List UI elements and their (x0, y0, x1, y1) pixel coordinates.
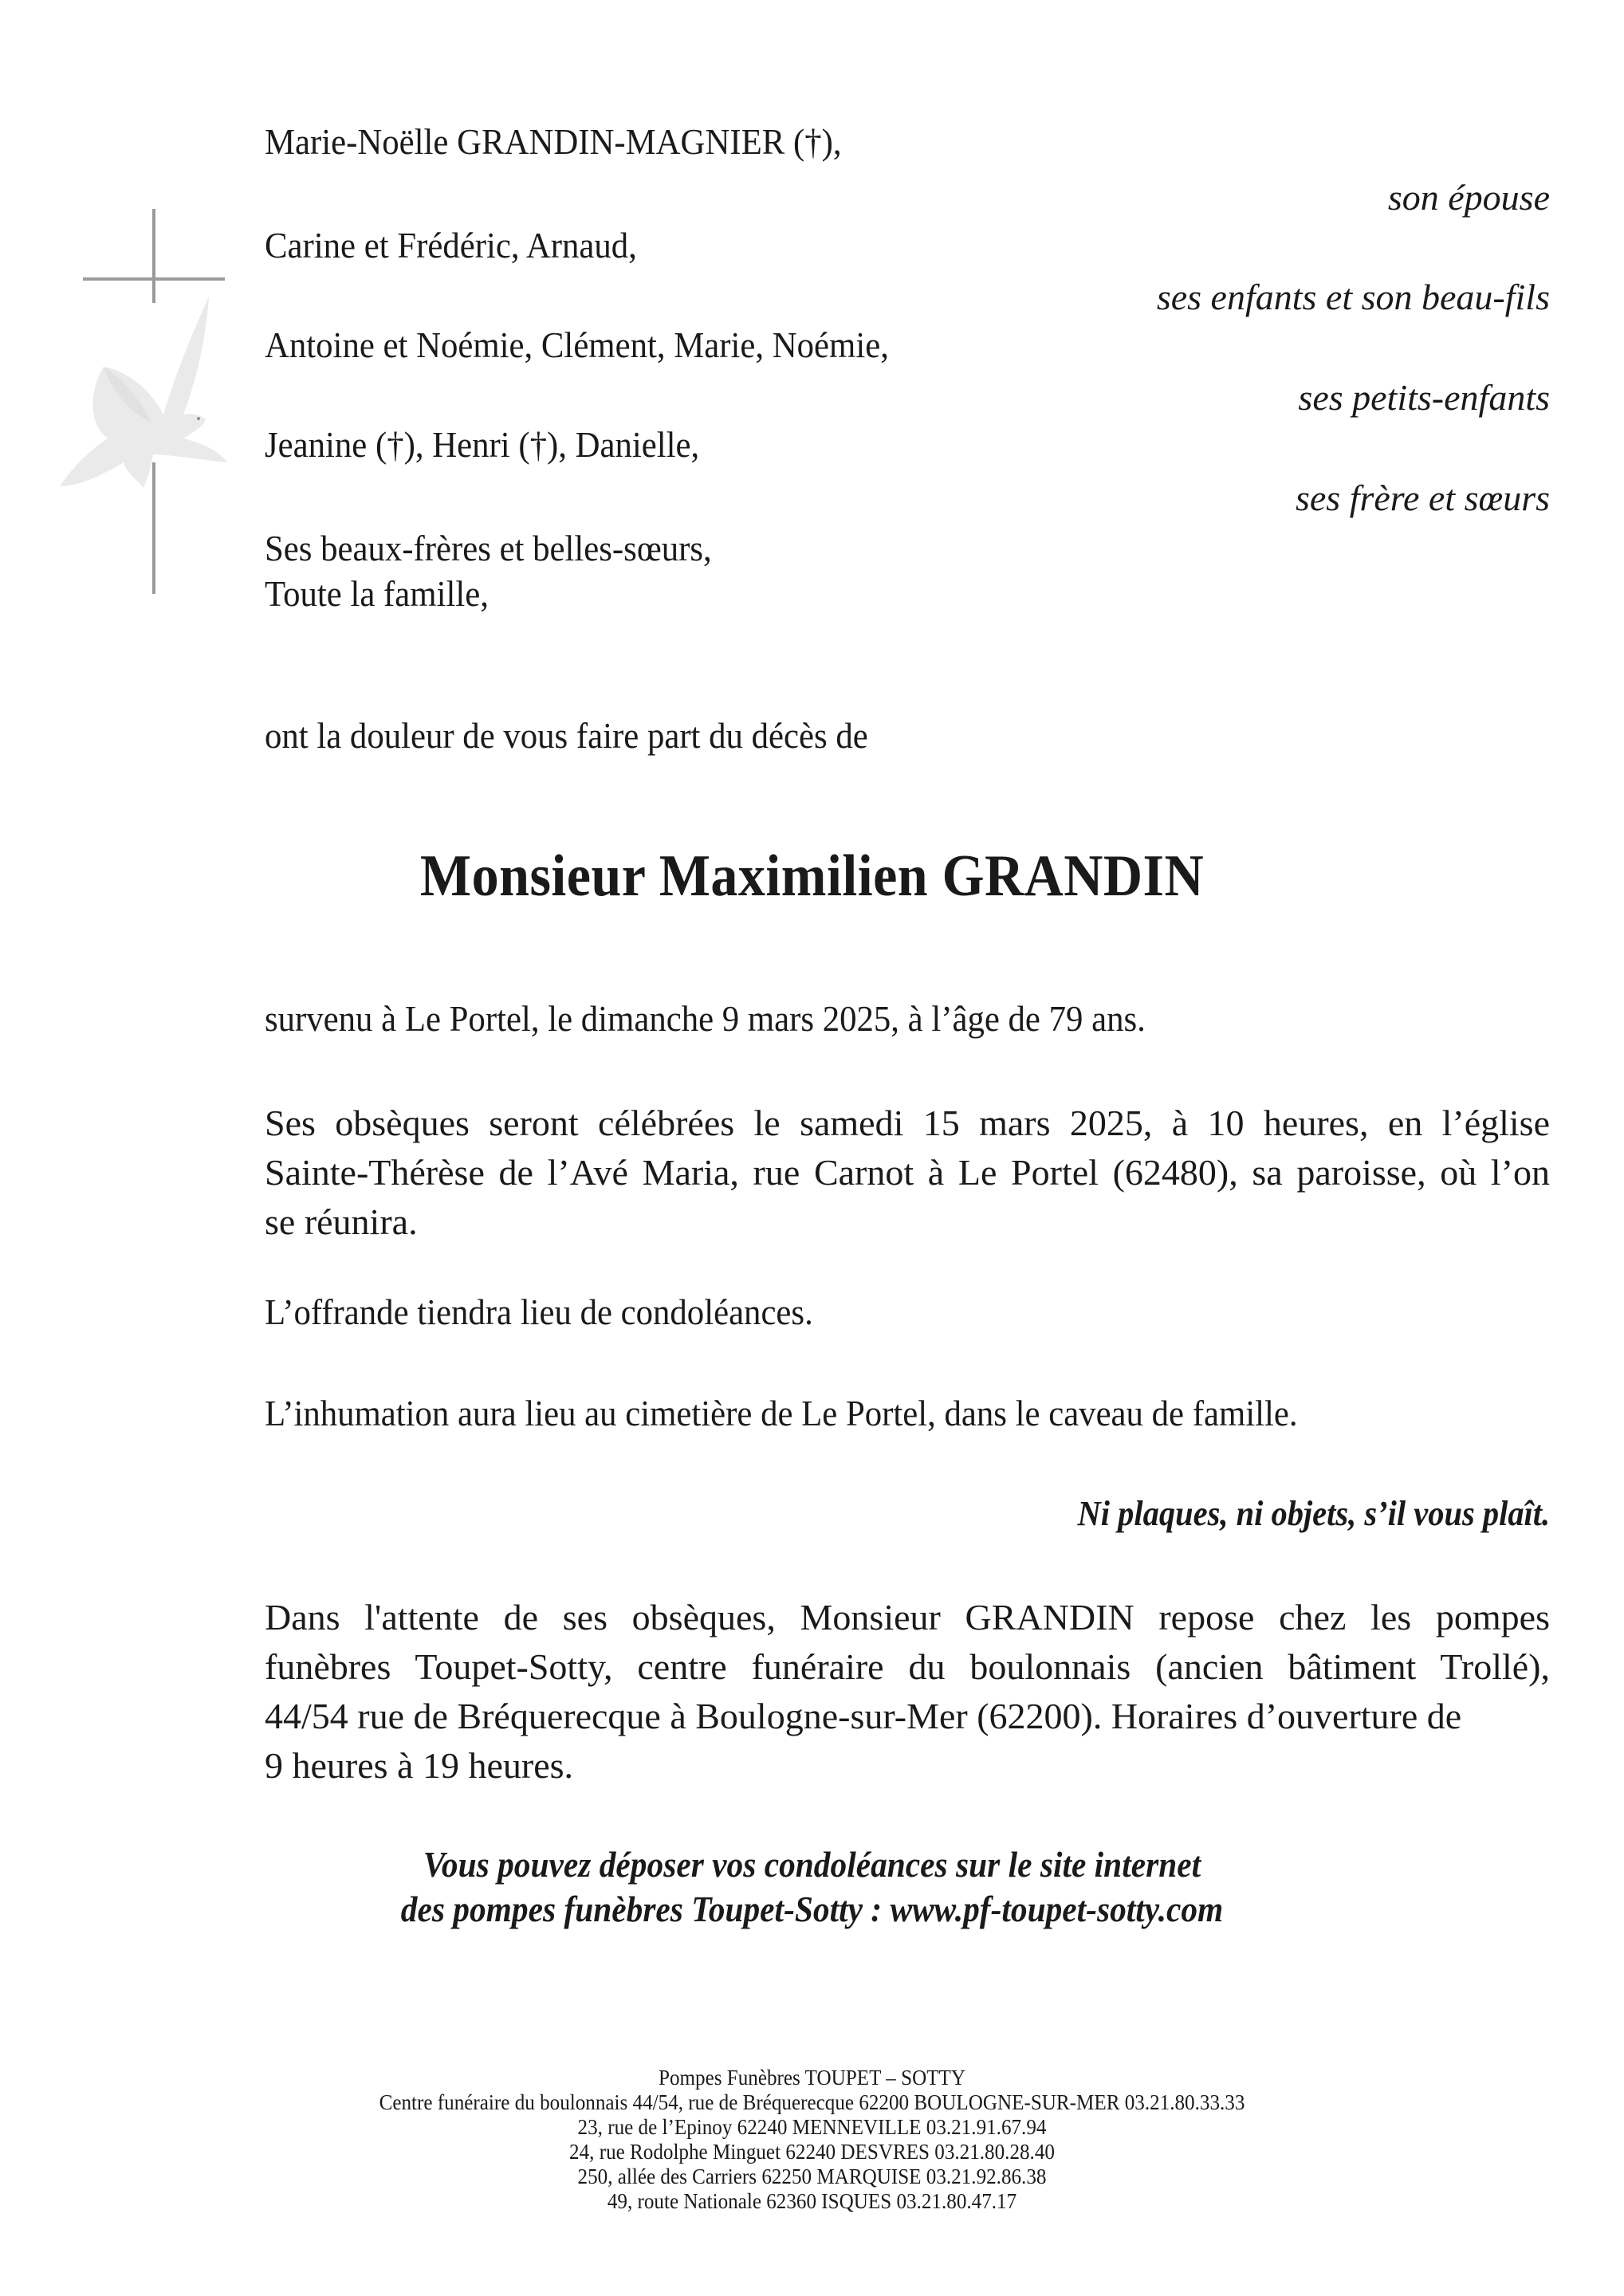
family-role-children: ses enfants et son beau-fils (1156, 277, 1550, 317)
family-whole: Toute la famille, (265, 573, 489, 614)
footer-address: 24, rue Rodolphe Minguet 62240 DESVRES 03.21.80.28.40 (569, 2140, 1055, 2164)
family-in-laws: Ses beaux-frères et belles-sœurs, (265, 528, 712, 568)
family-role-grandchildren: ses petits-enfants (1298, 377, 1550, 418)
no-plaques-request: Ni plaques, ni objets, s’il vous plaît. (1077, 1494, 1550, 1533)
funeral-home-footer (0, 2066, 1624, 2214)
footer-address: 23, rue de l’Epinoy 62240 MENNEVILLE 03.21.91.67.94 (577, 2115, 1047, 2139)
family-name-children: Carine et Frédéric, Arnaud, (265, 225, 637, 265)
family-name-grandchildren: Antoine et Noémie, Clément, Marie, Noémie, (265, 324, 889, 365)
funeral-paragraph (265, 1099, 1550, 1247)
dove-icon (60, 297, 227, 488)
repose-paragraph (265, 1593, 1550, 1791)
repose-line: 9 heures à 19 heures. (265, 1745, 574, 1786)
family-name-spouse: Marie-Noëlle GRANDIN-MAGNIER (†), (265, 121, 842, 162)
offering-note: L’offrande tiendra lieu de condoléances. (265, 1292, 813, 1332)
funeral-line: se réunira. (265, 1201, 418, 1242)
deceased-name: Monsieur Maximilien GRANDIN (419, 843, 1205, 909)
condolences-line-1: Vous pouvez déposer vos condoléances sur le site internet (423, 1845, 1201, 1885)
funeral-line: Ses obsèques seront célébrées le samedi 15 mars 2025, à 10 heures, en l’église (265, 1103, 1550, 1143)
family-role-siblings: ses frère et sœurs (1295, 478, 1550, 518)
burial-note: L’inhumation aura lieu au cimetière de Le Portel, dans le caveau de famille. (265, 1393, 1298, 1433)
family-name-siblings: Jeanine (†), Henri (†), Danielle, (265, 424, 700, 465)
condolences-line-2[interactable]: des pompes funèbres Toupet-Sotty : www.pf-toupet-sotty.com (400, 1889, 1224, 1929)
cross-icon (32, 199, 255, 614)
footer-address: 49, route Nationale 62360 ISQUES 03.21.80.47.17 (607, 2189, 1017, 2213)
family-role-spouse: son épouse (1387, 177, 1550, 218)
repose-line: funèbres Toupet-Sotty, centre funéraire du boulonnais (ancien bâtiment Trollé), (265, 1646, 1550, 1687)
footer-address: Centre funéraire du boulonnais 44/54, rue de Bréquerecque 62200 BOULOGNE-SUR-MER 03.21.80.33.33 (379, 2090, 1245, 2114)
repose-line: Dans l'attente de ses obsèques, Monsieur GRANDIN repose chez les pompes (265, 1597, 1550, 1637)
repose-line: 44/54 rue de Bréquerecque à Boulogne-sur-Mer (62200). Horaires d’ouverture de (265, 1696, 1462, 1736)
cross-dove-decoration (32, 199, 255, 614)
footer-company: Pompes Funèbres TOUPET – SOTTY (658, 2066, 966, 2090)
death-details: survenu à Le Portel, le dimanche 9 mars 2025, à l’âge de 79 ans. (265, 998, 1146, 1039)
announcement-intro: ont la douleur de vous faire part du décès de (265, 715, 868, 756)
funeral-line: Sainte-Thérèse de l’Avé Maria, rue Carnot à Le Portel (62480), sa paroisse, où l’on (265, 1152, 1550, 1193)
footer-address: 250, allée des Carriers 62250 MARQUISE 03.21.92.86.38 (577, 2164, 1047, 2188)
